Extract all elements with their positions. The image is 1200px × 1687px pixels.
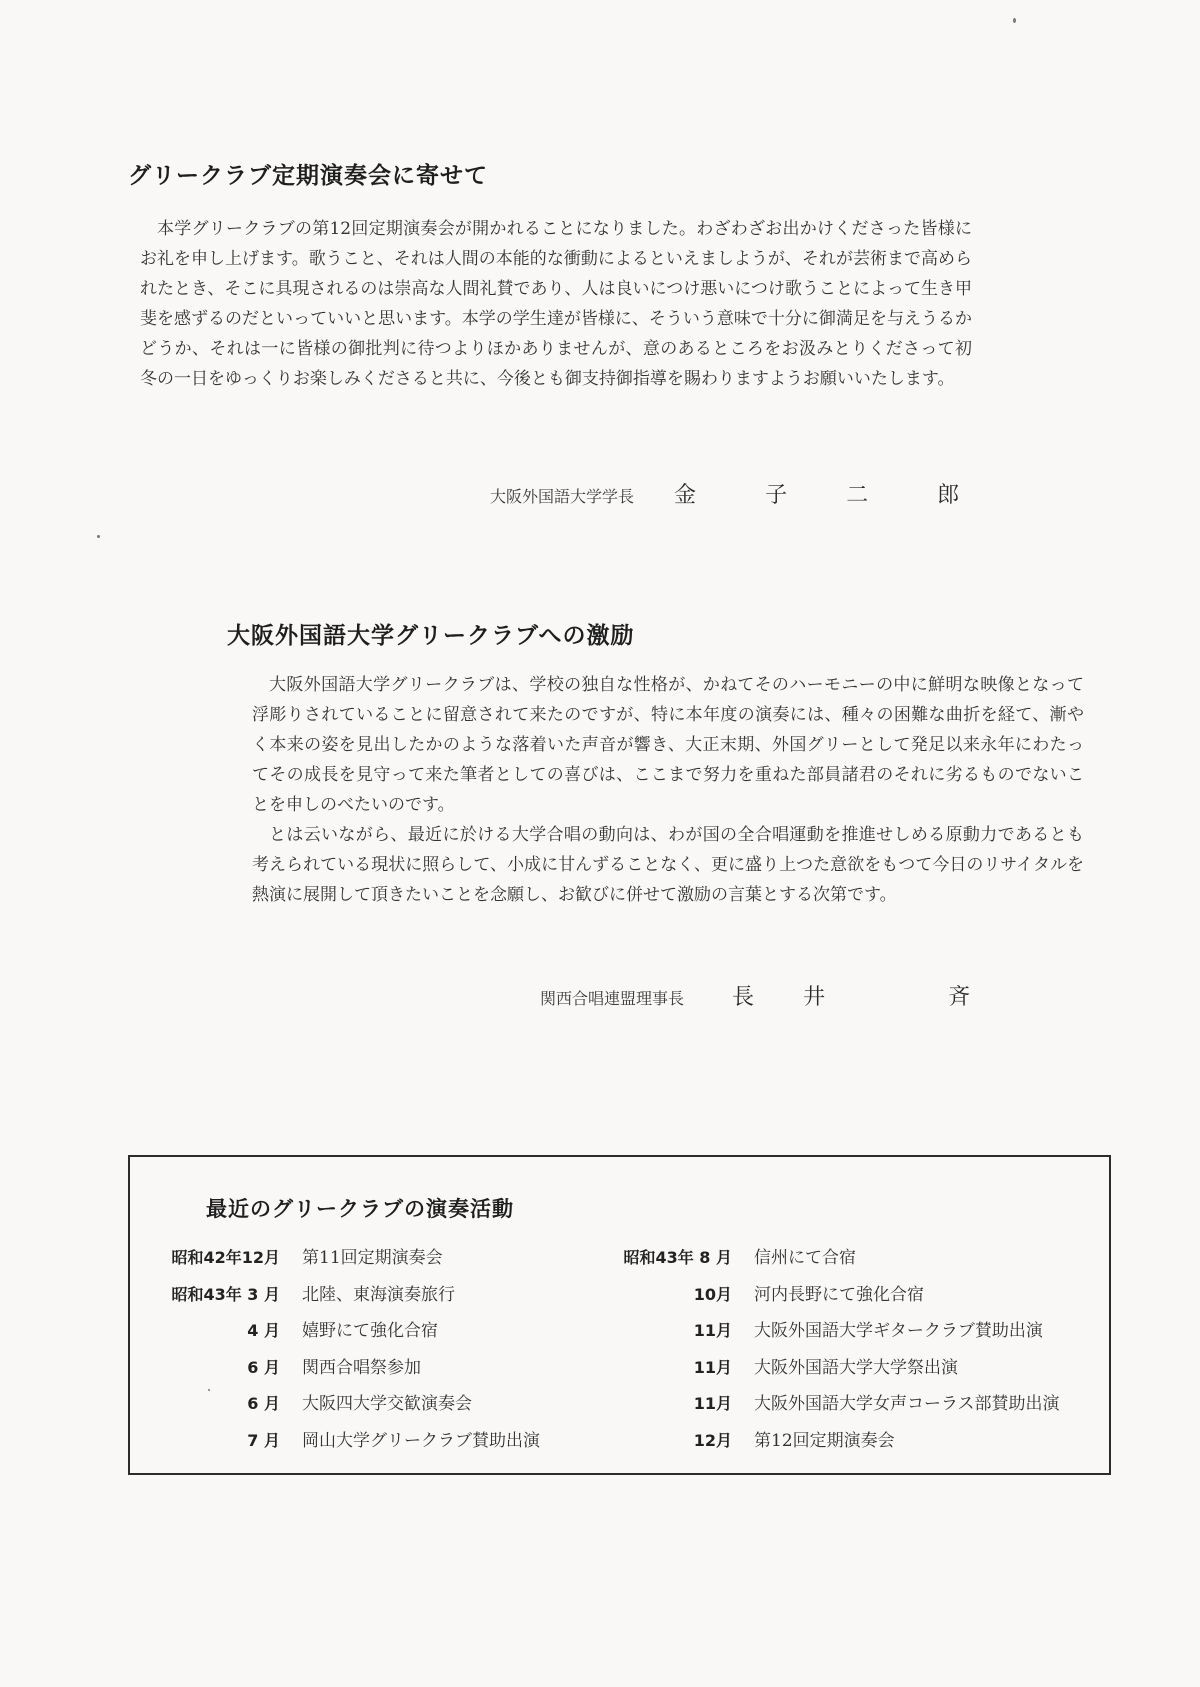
signature-char: 郎 bbox=[937, 483, 960, 508]
activity-event: 大阪外国語大学女声コーラス部賛助出演 bbox=[754, 1394, 1060, 1414]
activity-date: 昭和43年 8 月 bbox=[623, 1248, 732, 1267]
activity-event: 第11回定期演奏会 bbox=[302, 1248, 443, 1268]
section2-signature bbox=[540, 980, 970, 1011]
activity-event: 河内長野にて強化合宿 bbox=[754, 1284, 924, 1305]
activities-right-column bbox=[612, 1243, 1092, 1462]
activity-event: 大阪外国語大学ギタークラブ賛助出演 bbox=[754, 1321, 1043, 1341]
list-item bbox=[612, 1280, 1092, 1317]
activity-date: 11月 bbox=[693, 1321, 732, 1340]
paper-speck bbox=[208, 1389, 210, 1391]
activity-event: 岡山大学グリークラブ賛助出演 bbox=[302, 1430, 540, 1451]
list-item bbox=[612, 1389, 1092, 1426]
signature-char: 二 bbox=[846, 483, 869, 508]
activity-event: 嬉野にて強化合宿 bbox=[302, 1321, 438, 1341]
activity-date: 7 月 bbox=[247, 1430, 280, 1450]
activity-date: 10月 bbox=[693, 1284, 732, 1304]
list-item bbox=[168, 1243, 608, 1280]
activity-event: 第12回定期演奏会 bbox=[754, 1430, 895, 1451]
signature-char: 金 bbox=[674, 483, 697, 508]
signature-title: 関西合唱連盟理事長 bbox=[540, 989, 685, 1008]
activities-left-column bbox=[168, 1243, 608, 1462]
section1-title: グリークラブ定期演奏会に寄せて bbox=[128, 163, 488, 189]
activity-event: 北陸、東海演奏旅行 bbox=[302, 1284, 455, 1305]
signature-name bbox=[732, 980, 970, 1011]
activity-date: 11月 bbox=[693, 1394, 732, 1413]
activity-date: 昭和42年12月 bbox=[171, 1248, 280, 1267]
signature-char: 井 bbox=[803, 985, 826, 1010]
paper-speck bbox=[1013, 18, 1016, 23]
section2-paragraph-1: 大阪外国語大学グリークラブは、学校の独自な性格が、かねてそのハーモニーの中に鮮明な映像となって浮彫りされていることに留意されて来たのですが、特に本年度の演奏には、種々の困難な曲折を経て、漸やく本来の姿を見出したかのような落着いた声音が響き、大正末期、外国グリーとして発足以来永年にわたってその成長を見守って来た筆者としての喜びは、ここまで努力を重ねた部員諸君のそれに劣るものでないことを申しのべたいのです。 bbox=[252, 675, 1084, 815]
activity-event: 大阪四大学交歓演奏会 bbox=[302, 1394, 472, 1414]
activity-event: 大阪外国語大学大学祭出演 bbox=[754, 1357, 958, 1378]
list-item bbox=[168, 1353, 608, 1390]
list-item bbox=[612, 1426, 1092, 1463]
signature-char: 長 bbox=[732, 985, 755, 1010]
activity-date: 6 月 bbox=[247, 1394, 280, 1413]
list-item bbox=[612, 1243, 1092, 1280]
activities-box bbox=[128, 1155, 1111, 1475]
list-item bbox=[168, 1280, 608, 1317]
activities-title: 最近のグリークラブの演奏活動 bbox=[206, 1197, 514, 1221]
section1-body: 本学グリークラブの第12回定期演奏会が開かれることになりました。わざわざお出かけくださった皆様にお礼を申し上げます。歌うこと、それは人間の本能的な衝動によるといえましようが、それが芸術まで高められたとき、そこに具現されるのは崇高な人間礼賛であり、人は良いにつけ悪いにつけ歌うことによって生き甲斐を感ずるのだといっていいと思います。本学の学生達が皆様に、そういう意味で十分に御満足を与えうるかどうか、それは一に皆様の御批判に待つよりほかありませんが、意のあるところをお汲みとりくださって初冬の一日をゆっくりお楽しみくださると共に、今後とも御支持御指導を賜わりますようお願いいたします。 bbox=[140, 219, 972, 389]
signature-name bbox=[674, 478, 959, 509]
section2-body bbox=[252, 670, 1084, 910]
activity-date: 昭和43年 3 月 bbox=[171, 1284, 280, 1304]
activity-date: 4 月 bbox=[247, 1321, 280, 1340]
list-item bbox=[612, 1353, 1092, 1390]
list-item bbox=[168, 1316, 608, 1353]
activity-date: 12月 bbox=[693, 1430, 732, 1450]
list-item bbox=[612, 1316, 1092, 1353]
activity-date: 6 月 bbox=[247, 1357, 280, 1377]
signature-char: 斉 bbox=[948, 985, 971, 1010]
activity-event: 信州にて合宿 bbox=[754, 1248, 856, 1268]
signature-title: 大阪外国語大学学長 bbox=[490, 487, 635, 506]
list-item bbox=[168, 1389, 608, 1426]
section2-paragraph-2: とは云いながら、最近に於ける大学合唱の動向は、わが国の全合唱運動を推進せしめる原動力であるとも考えられている現状に照らして、小成に甘んずることなく、更に盛り上つた意欲をもつて今日のリサイタルを熱演に展開して頂きたいことを念願し、お歓びに併せて激励の言葉とする次第です。 bbox=[252, 825, 1084, 905]
section1-signature bbox=[490, 478, 959, 509]
activity-event: 関西合唱祭参加 bbox=[302, 1357, 421, 1378]
signature-char: 子 bbox=[765, 483, 788, 508]
list-item bbox=[168, 1426, 608, 1463]
paper-speck bbox=[97, 535, 100, 538]
activity-date: 11月 bbox=[693, 1357, 732, 1377]
section2-title: 大阪外国語大学グリークラブへの激励 bbox=[227, 623, 635, 649]
